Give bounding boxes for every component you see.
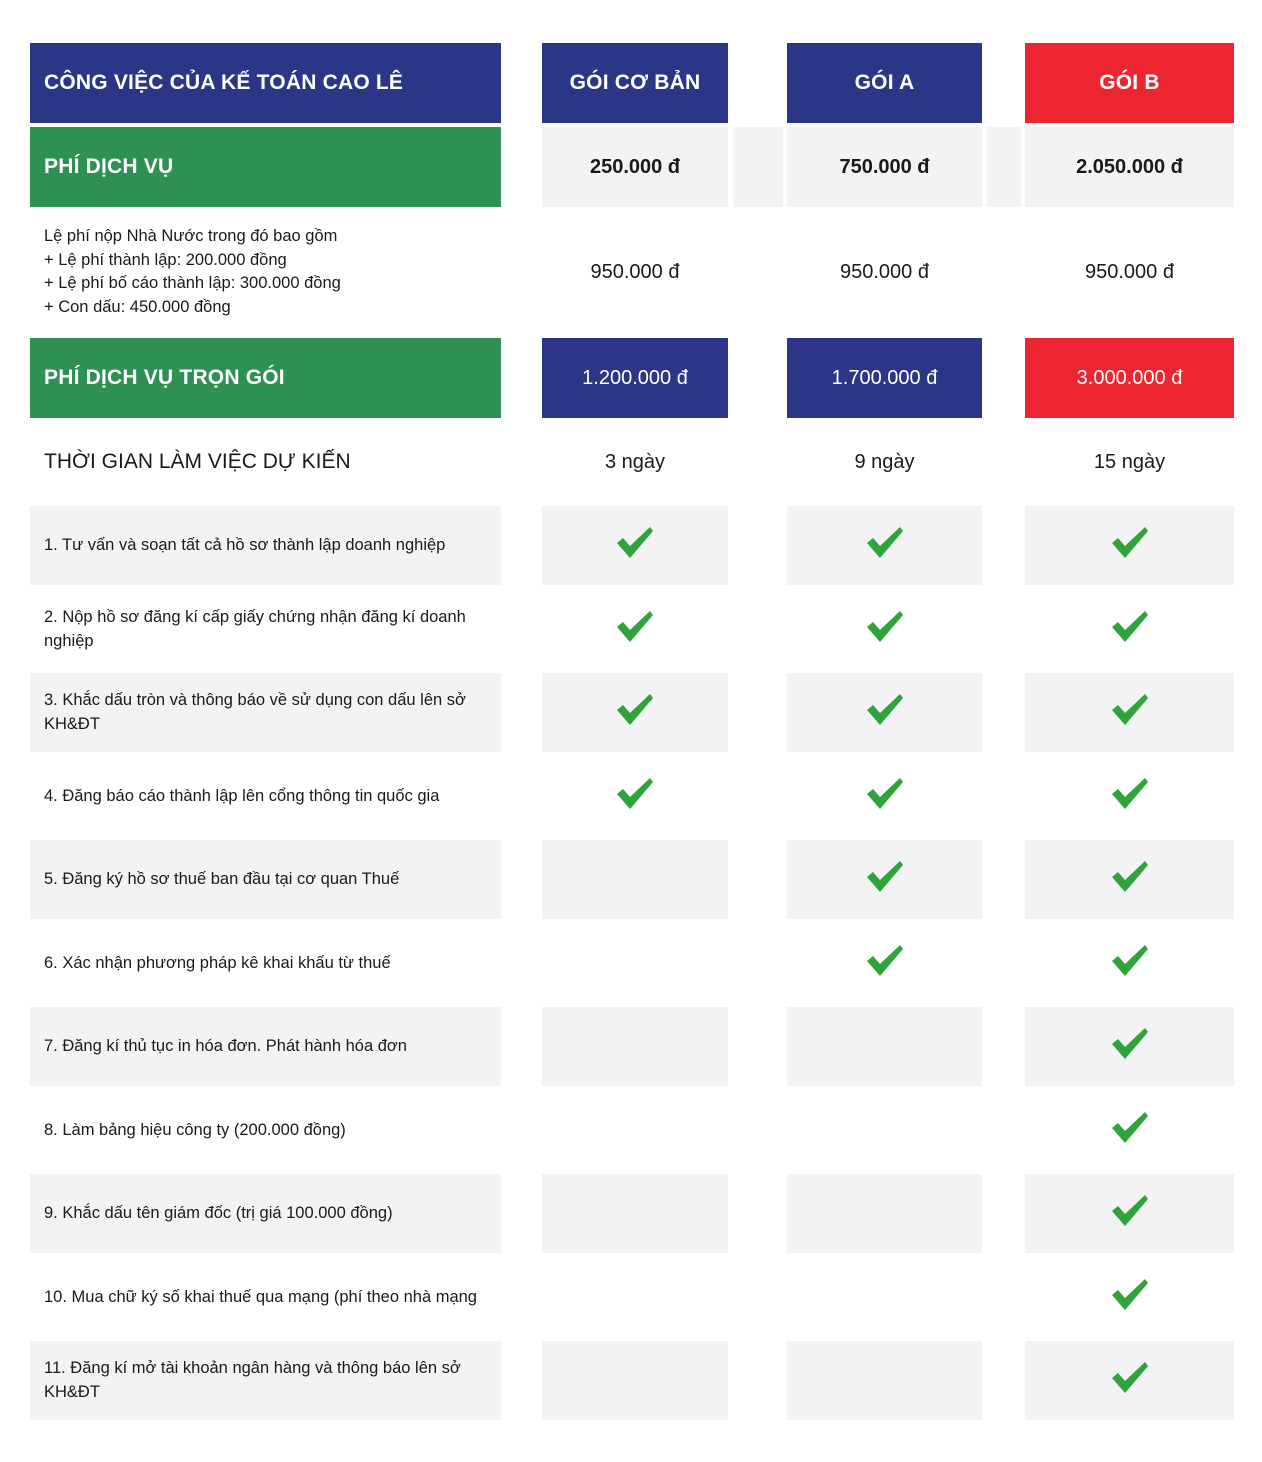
task-cell-a bbox=[787, 1174, 982, 1253]
checkmark-icon bbox=[1110, 1027, 1150, 1061]
task-cell-b bbox=[1025, 506, 1234, 585]
task-cell-b bbox=[1025, 757, 1234, 836]
task-cell-a bbox=[787, 1091, 982, 1170]
service-fee-a: 750.000 đ bbox=[787, 127, 982, 207]
task-cell-a bbox=[787, 590, 982, 669]
task-cell-b bbox=[1025, 673, 1234, 752]
task-label: 5. Đăng ký hồ sơ thuế ban đầu tại cơ quan Thuế bbox=[30, 840, 501, 919]
checkmark-icon bbox=[865, 526, 905, 560]
task-cell-a bbox=[787, 673, 982, 752]
checkmark-icon bbox=[1110, 777, 1150, 811]
task-cell-basic bbox=[542, 1258, 728, 1337]
row-gap bbox=[987, 127, 1021, 207]
package-header-basic: GÓI CƠ BẢN bbox=[542, 43, 728, 123]
task-cell-b bbox=[1025, 840, 1234, 919]
checkmark-icon bbox=[1110, 1361, 1150, 1395]
task-label: 9. Khắc dấu tên giám đốc (trị giá 100.000 đồng) bbox=[30, 1174, 501, 1253]
state-fee-description bbox=[30, 224, 501, 320]
task-cell-a bbox=[787, 1007, 982, 1086]
task-cell-basic bbox=[542, 590, 728, 669]
task-cell-basic bbox=[542, 1007, 728, 1086]
task-cell-b bbox=[1025, 1007, 1234, 1086]
task-cell-basic bbox=[542, 757, 728, 836]
checkmark-icon bbox=[1110, 1111, 1150, 1145]
task-cell-basic bbox=[542, 673, 728, 752]
checkmark-icon bbox=[1110, 526, 1150, 560]
task-cell-b bbox=[1025, 1174, 1234, 1253]
checkmark-icon bbox=[865, 944, 905, 978]
work-time-label: THỜI GIAN LÀM VIỆC DỰ KIẾN bbox=[44, 450, 351, 473]
service-fee-label: PHÍ DỊCH VỤ bbox=[30, 127, 501, 207]
state-fee-basic: 950.000 đ bbox=[590, 260, 680, 283]
row-gap bbox=[733, 127, 783, 207]
state-fee-line: + Lệ phí bố cáo thành lập: 300.000 đồng bbox=[44, 274, 341, 292]
work-time-b: 15 ngày bbox=[1093, 450, 1166, 473]
task-cell-basic bbox=[542, 506, 728, 585]
task-cell-b bbox=[1025, 590, 1234, 669]
task-cell-b bbox=[1025, 1341, 1234, 1420]
work-time-a: 9 ngày bbox=[854, 450, 915, 473]
checkmark-icon bbox=[1110, 860, 1150, 894]
package-fee-label: PHÍ DỊCH VỤ TRỌN GÓI bbox=[30, 338, 501, 418]
task-label: 2. Nộp hồ sơ đăng kí cấp giấy chứng nhận đăng kí doanh nghiệp bbox=[44, 608, 466, 650]
task-label: 7. Đăng kí thủ tục in hóa đơn. Phát hành hóa đơn bbox=[30, 1007, 501, 1086]
task-cell-a bbox=[787, 757, 982, 836]
checkmark-icon bbox=[615, 610, 655, 644]
checkmark-icon bbox=[865, 693, 905, 727]
checkmark-icon bbox=[865, 777, 905, 811]
state-fee-line: + Lệ phí thành lập: 200.000 đồng bbox=[44, 250, 287, 269]
task-cell-basic bbox=[542, 1341, 728, 1420]
task-cell-a bbox=[787, 840, 982, 919]
checkmark-icon bbox=[1110, 1278, 1150, 1312]
checkmark-icon bbox=[1110, 944, 1150, 978]
task-cell-b bbox=[1025, 924, 1234, 1003]
task-cell-a bbox=[787, 924, 982, 1003]
state-fee-line: Lệ phí nộp Nhà Nước trong đó bao gồm bbox=[44, 227, 338, 245]
service-fee-basic: 250.000 đ bbox=[542, 127, 728, 207]
package-header-a: GÓI A bbox=[787, 43, 982, 123]
task-cell-basic bbox=[542, 924, 728, 1003]
task-cell-basic bbox=[542, 1174, 728, 1253]
task-label: 8. Làm bảng hiệu công ty (200.000 đồng) bbox=[44, 1120, 346, 1139]
task-cell-a bbox=[787, 1258, 982, 1337]
task-cell-a bbox=[787, 1341, 982, 1420]
task-label: 1. Tư vấn và soạn tất cả hồ sơ thành lập doanh nghiệp bbox=[30, 506, 501, 585]
task-label: 10. Mua chữ ký số khai thuế qua mạng (phí theo nhà mạng bbox=[44, 1287, 477, 1306]
checkmark-icon bbox=[615, 777, 655, 811]
state-fee-line: + Con dấu: 450.000 đồng bbox=[44, 297, 231, 316]
checkmark-icon bbox=[865, 610, 905, 644]
package-fee-a: 1.700.000 đ bbox=[787, 338, 982, 418]
task-label: 11. Đăng kí mở tài khoản ngân hàng và thông báo lên sở KH&ĐT bbox=[30, 1341, 501, 1420]
checkmark-icon bbox=[615, 693, 655, 727]
checkmark-icon bbox=[1110, 693, 1150, 727]
state-fee-b: 950.000 đ bbox=[1085, 260, 1174, 283]
package-fee-basic: 1.200.000 đ bbox=[542, 338, 728, 418]
table-title: CÔNG VIỆC CỦA KẾ TOÁN CAO LÊ bbox=[30, 43, 501, 123]
service-fee-b: 2.050.000 đ bbox=[1025, 127, 1234, 207]
task-cell-b bbox=[1025, 1091, 1234, 1170]
task-cell-basic bbox=[542, 1091, 728, 1170]
task-label: 6. Xác nhận phương pháp kê khai khấu từ thuế bbox=[44, 953, 391, 972]
task-cell-basic bbox=[542, 840, 728, 919]
checkmark-icon bbox=[1110, 1194, 1150, 1228]
checkmark-icon bbox=[1110, 610, 1150, 644]
package-header-b: GÓI B bbox=[1025, 43, 1234, 123]
checkmark-icon bbox=[615, 526, 655, 560]
checkmark-icon bbox=[865, 860, 905, 894]
task-label: 4. Đăng báo cáo thành lập lên cổng thông tin quốc gia bbox=[44, 786, 440, 805]
task-cell-b bbox=[1025, 1258, 1234, 1337]
task-cell-a bbox=[787, 506, 982, 585]
package-fee-b: 3.000.000 đ bbox=[1025, 338, 1234, 418]
work-time-basic: 3 ngày bbox=[604, 450, 666, 473]
task-label: 3. Khắc dấu tròn và thông báo về sử dụng con dấu lên sở KH&ĐT bbox=[30, 673, 501, 752]
state-fee-a: 950.000 đ bbox=[840, 260, 929, 283]
